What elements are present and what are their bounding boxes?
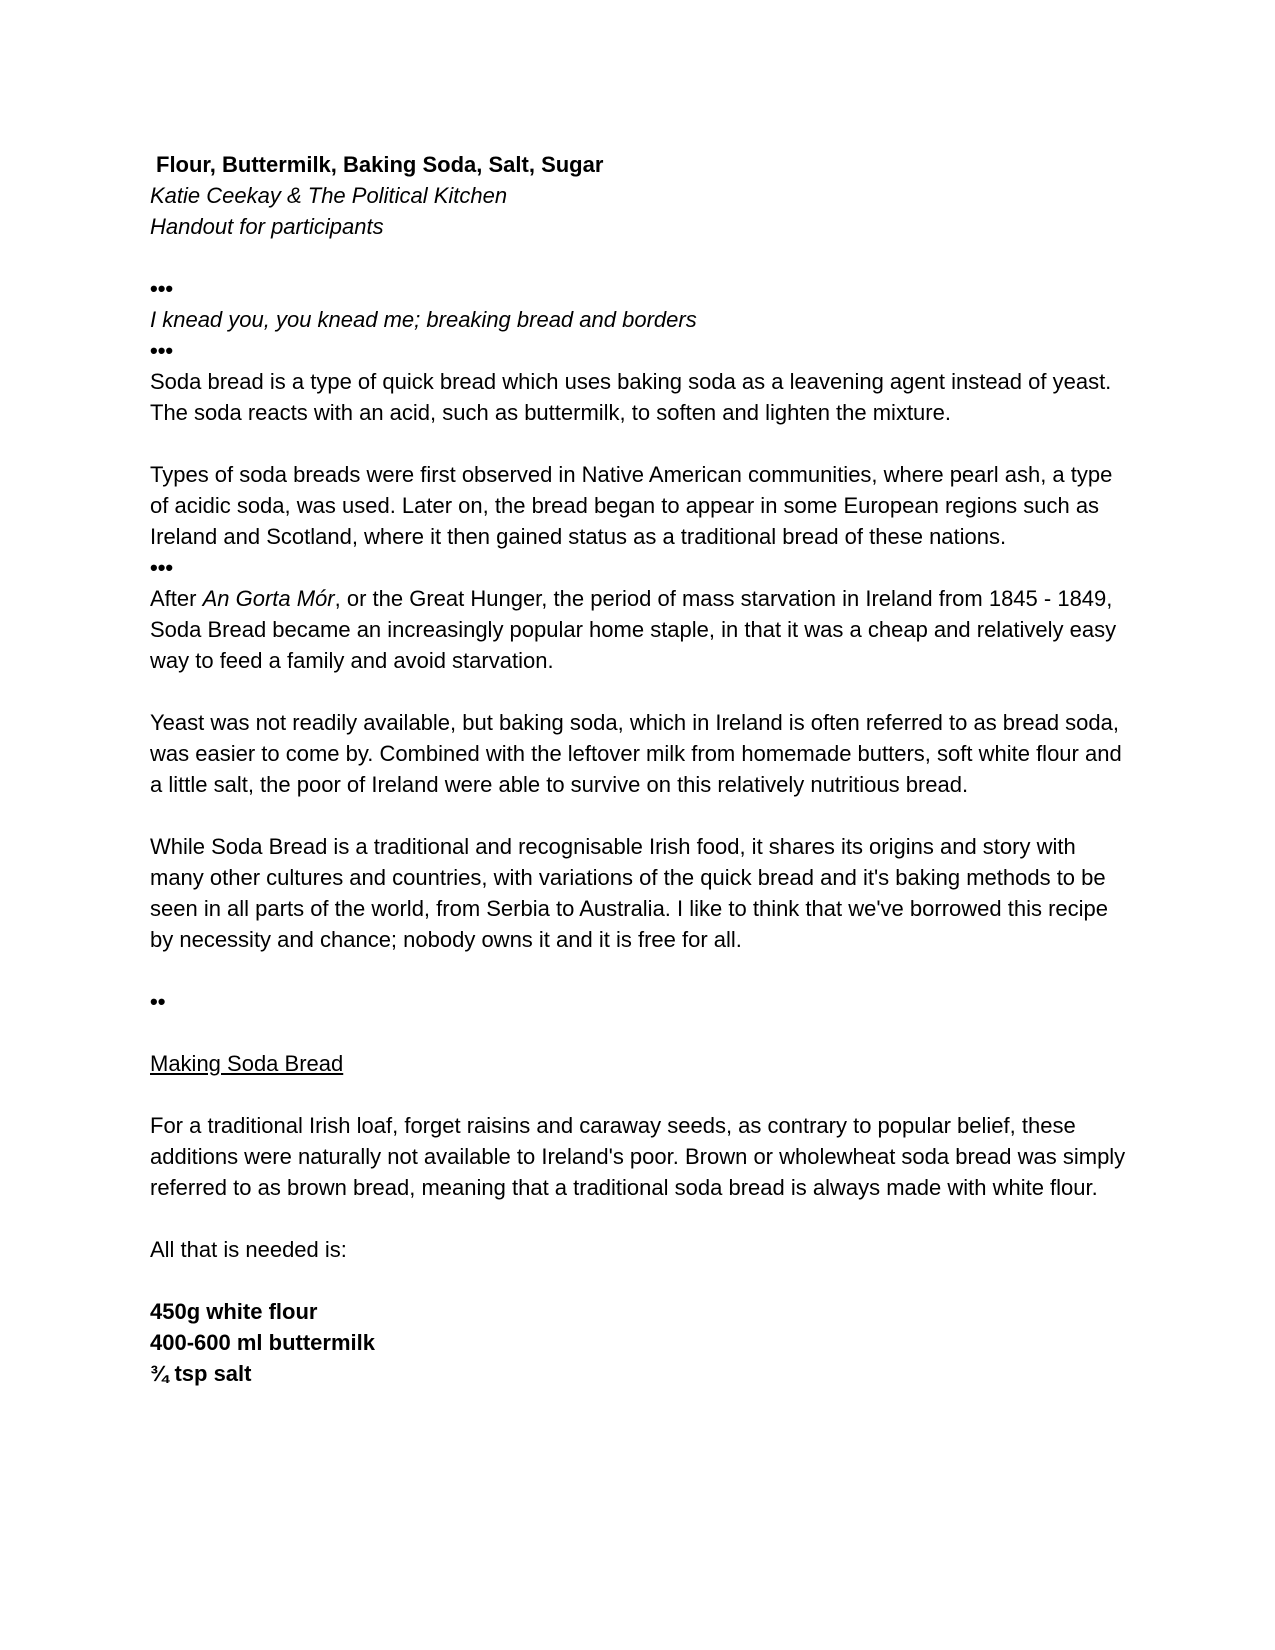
paragraph-origins: Types of soda breads were first observed in Native American communities, where pearl ash, a type of acidic soda, was used. Later on, the bread began to appear in some European regions such as Ireland and Scotland, where it then gained status as a traditional bread of these nations. [150, 462, 1113, 549]
spacer [150, 428, 1130, 459]
spacer [150, 676, 1130, 707]
paragraph-text: After [150, 586, 203, 611]
paragraph-traditional-loaf: For a traditional Irish loaf, forget raisins and caraway seeds, as contrary to popular belief, these additions were naturally not available to Ireland's poor. Brown or wholewheat soda bread was simply referred to as brown bread, meaning that a traditional soda bread is always made with white flour. [150, 1113, 1126, 1200]
separator-dots: ••• [150, 338, 174, 363]
separator-dots: ••• [150, 276, 174, 301]
ingredient-item: ¾ tsp salt [150, 1361, 252, 1386]
author-line: Katie Ceekay & The Political Kitchen [150, 183, 508, 208]
ingredients-intro: All that is needed is: [150, 1237, 347, 1262]
separator-dots-double: •• [150, 989, 166, 1014]
paragraph-great-hunger [150, 583, 1130, 676]
separator-dots: ••• [150, 555, 174, 580]
spacer [150, 800, 1130, 831]
document-page [150, 149, 1130, 1389]
paragraph-intro: Soda bread is a type of quick bread which uses baking soda as a leavening agent instead of yeast. The soda reacts with an acid, such as buttermilk, to soften and lighten the mixture. [150, 369, 1112, 425]
spacer [150, 1265, 1130, 1296]
ingredient-item: 450g white flour [150, 1299, 318, 1324]
spacer [150, 242, 1130, 273]
paragraph-text: , or the Great Hunger, the period of mass starvation in Ireland from 1845 - 1849, Soda Bread became an increasingly popular home staple, in that it was a cheap and relatively easy way to feed a family and avoid starvation. [150, 586, 1117, 673]
spacer [150, 1079, 1130, 1110]
paragraph-yeast: Yeast was not readily available, but baking soda, which in Ireland is often referred to as bread soda, was easier to come by. Combined with the leftover milk from homemade butters, soft white flour and a little salt, the poor of Ireland were able to survive on this relatively nutritious bread. [150, 710, 1122, 797]
handout-subtitle: Handout for participants [150, 214, 384, 239]
paragraph-shared-origins: While Soda Bread is a traditional and recognisable Irish food, it shares its origins and story with many other cultures and countries, with variations of the quick bread and it's baking methods to be seen in all parts of the world, from Serbia to Australia. I like to think that we've borrowed this recipe by necessity and chance; nobody owns it and it is free for all. [150, 834, 1108, 952]
spacer [150, 1203, 1130, 1234]
irish-term: An Gorta Mór [202, 586, 335, 611]
document-title: Flour, Buttermilk, Baking Soda, Salt, Sugar [156, 152, 604, 177]
ingredient-item: 400-600 ml buttermilk [150, 1330, 375, 1355]
spacer [150, 1017, 1130, 1048]
section-heading: Making Soda Bread [150, 1051, 344, 1076]
tagline: I knead you, you knead me; breaking bread and borders [150, 307, 697, 332]
spacer [150, 955, 1130, 986]
